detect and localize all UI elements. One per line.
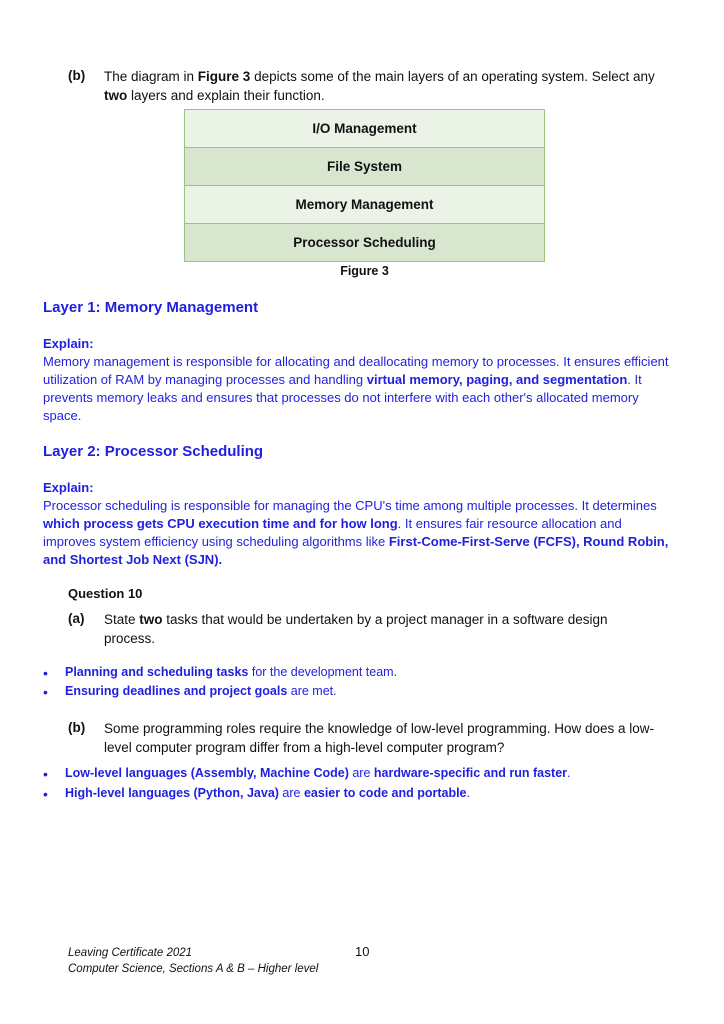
layer1-b1: virtual memory, paging, and segmentation — [366, 372, 628, 387]
answer-rest: for the development team. — [248, 665, 398, 679]
q10a-line2: process. — [104, 631, 156, 646]
answer-mid: are — [278, 786, 304, 800]
answer-rest: are met. — [287, 684, 337, 698]
layer1-answer — [43, 353, 675, 425]
answer-bold-2: hardware-specific and run faster — [373, 766, 568, 780]
footer — [68, 945, 318, 977]
footer-line1: Leaving Certificate 2021 — [68, 947, 193, 959]
q-b-two: two — [104, 88, 128, 103]
footer-line2: Computer Science, Sections A & B – Higher level — [68, 963, 319, 975]
question-10b-label: (b) — [68, 720, 86, 735]
layer1-p1: Memory management is responsible for allocating and deallocating memory to processes. It ensures efficient utilization of RAM by managing processes and handling — [43, 354, 669, 387]
bullet-icon: • — [43, 684, 48, 700]
os-layers-diagram — [184, 109, 545, 262]
layer-memory-management: Memory Management — [184, 185, 545, 223]
layer2-p1: Processor scheduling is responsible for managing the CPU's time among multiple processes. It determines — [43, 498, 657, 513]
q-b-line1-pre: The diagram in — [104, 69, 198, 84]
q10b-line2: level computer program differ from a high-level computer program? — [104, 740, 505, 755]
layer2-heading: Layer 2: Processor Scheduling — [43, 443, 264, 460]
answer-mid: are — [348, 766, 374, 780]
question-10-title: Question 10 — [68, 586, 143, 601]
q-b-line2-post: layers and explain their function. — [127, 88, 325, 103]
answer-bold: Low-level languages (Assembly, Machine Code) — [65, 766, 349, 780]
list-item — [43, 684, 337, 700]
answer-end: . — [466, 786, 470, 800]
question-10b-text — [104, 719, 674, 757]
list-item — [43, 786, 470, 802]
q-b-line1-post: depicts some of the main layers of an operating system. Select any — [250, 69, 655, 84]
layer1-explain-label: Explain: — [43, 336, 94, 351]
answer-bold: Ensuring deadlines and project goals — [65, 684, 288, 698]
layer1-heading: Layer 1: Memory Management — [43, 299, 259, 316]
answer-bold: High-level languages (Python, Java) — [65, 786, 279, 800]
q-b-figure-ref: Figure 3 — [197, 69, 251, 84]
layer2-explain-label: Explain: — [43, 480, 94, 495]
answer-bold-2: easier to code and portable — [303, 786, 467, 800]
layer2-p2: . It ensures fair resource allocation and improves system efficiency using scheduling algorithms like — [43, 516, 622, 549]
list-item — [43, 665, 397, 681]
layer-processor-scheduling: Processor Scheduling — [184, 223, 545, 262]
figure-caption: Figure 3 — [340, 264, 389, 278]
question-b-text — [104, 67, 664, 105]
question-10a-text — [104, 610, 664, 648]
q10b-line1: Some programming roles require the knowledge of low-level programming. How does a low- — [104, 721, 654, 736]
layer2-b1: which process gets CPU execution time and for how long — [43, 516, 398, 531]
page-number: 10 — [355, 944, 370, 959]
bullet-icon: • — [43, 786, 48, 802]
bullet-icon: • — [43, 766, 48, 782]
q10a-pre: State — [104, 612, 140, 627]
layer1-p2: . It prevents memory leaks and ensures that processes do not interfere with each other's allocated memory space. — [43, 372, 642, 423]
q10a-two: two — [139, 612, 163, 627]
layer2-b2: First-Come-First-Serve (FCFS), Round Robin, and Shortest Job Next (SJN). — [43, 534, 669, 567]
question-b-label: (b) — [68, 68, 86, 83]
q10a-post: tasks that would be undertaken by a project manager in a software design — [162, 612, 608, 627]
layer2-answer — [43, 497, 675, 569]
bullet-icon: • — [43, 665, 48, 681]
layer-io-management: I/O Management — [184, 109, 545, 147]
answer-bold: Planning and scheduling tasks — [65, 665, 249, 679]
answer-end: . — [567, 766, 571, 780]
question-10a-label: (a) — [68, 611, 85, 626]
layer-file-system: File System — [184, 147, 545, 185]
list-item — [43, 766, 571, 782]
